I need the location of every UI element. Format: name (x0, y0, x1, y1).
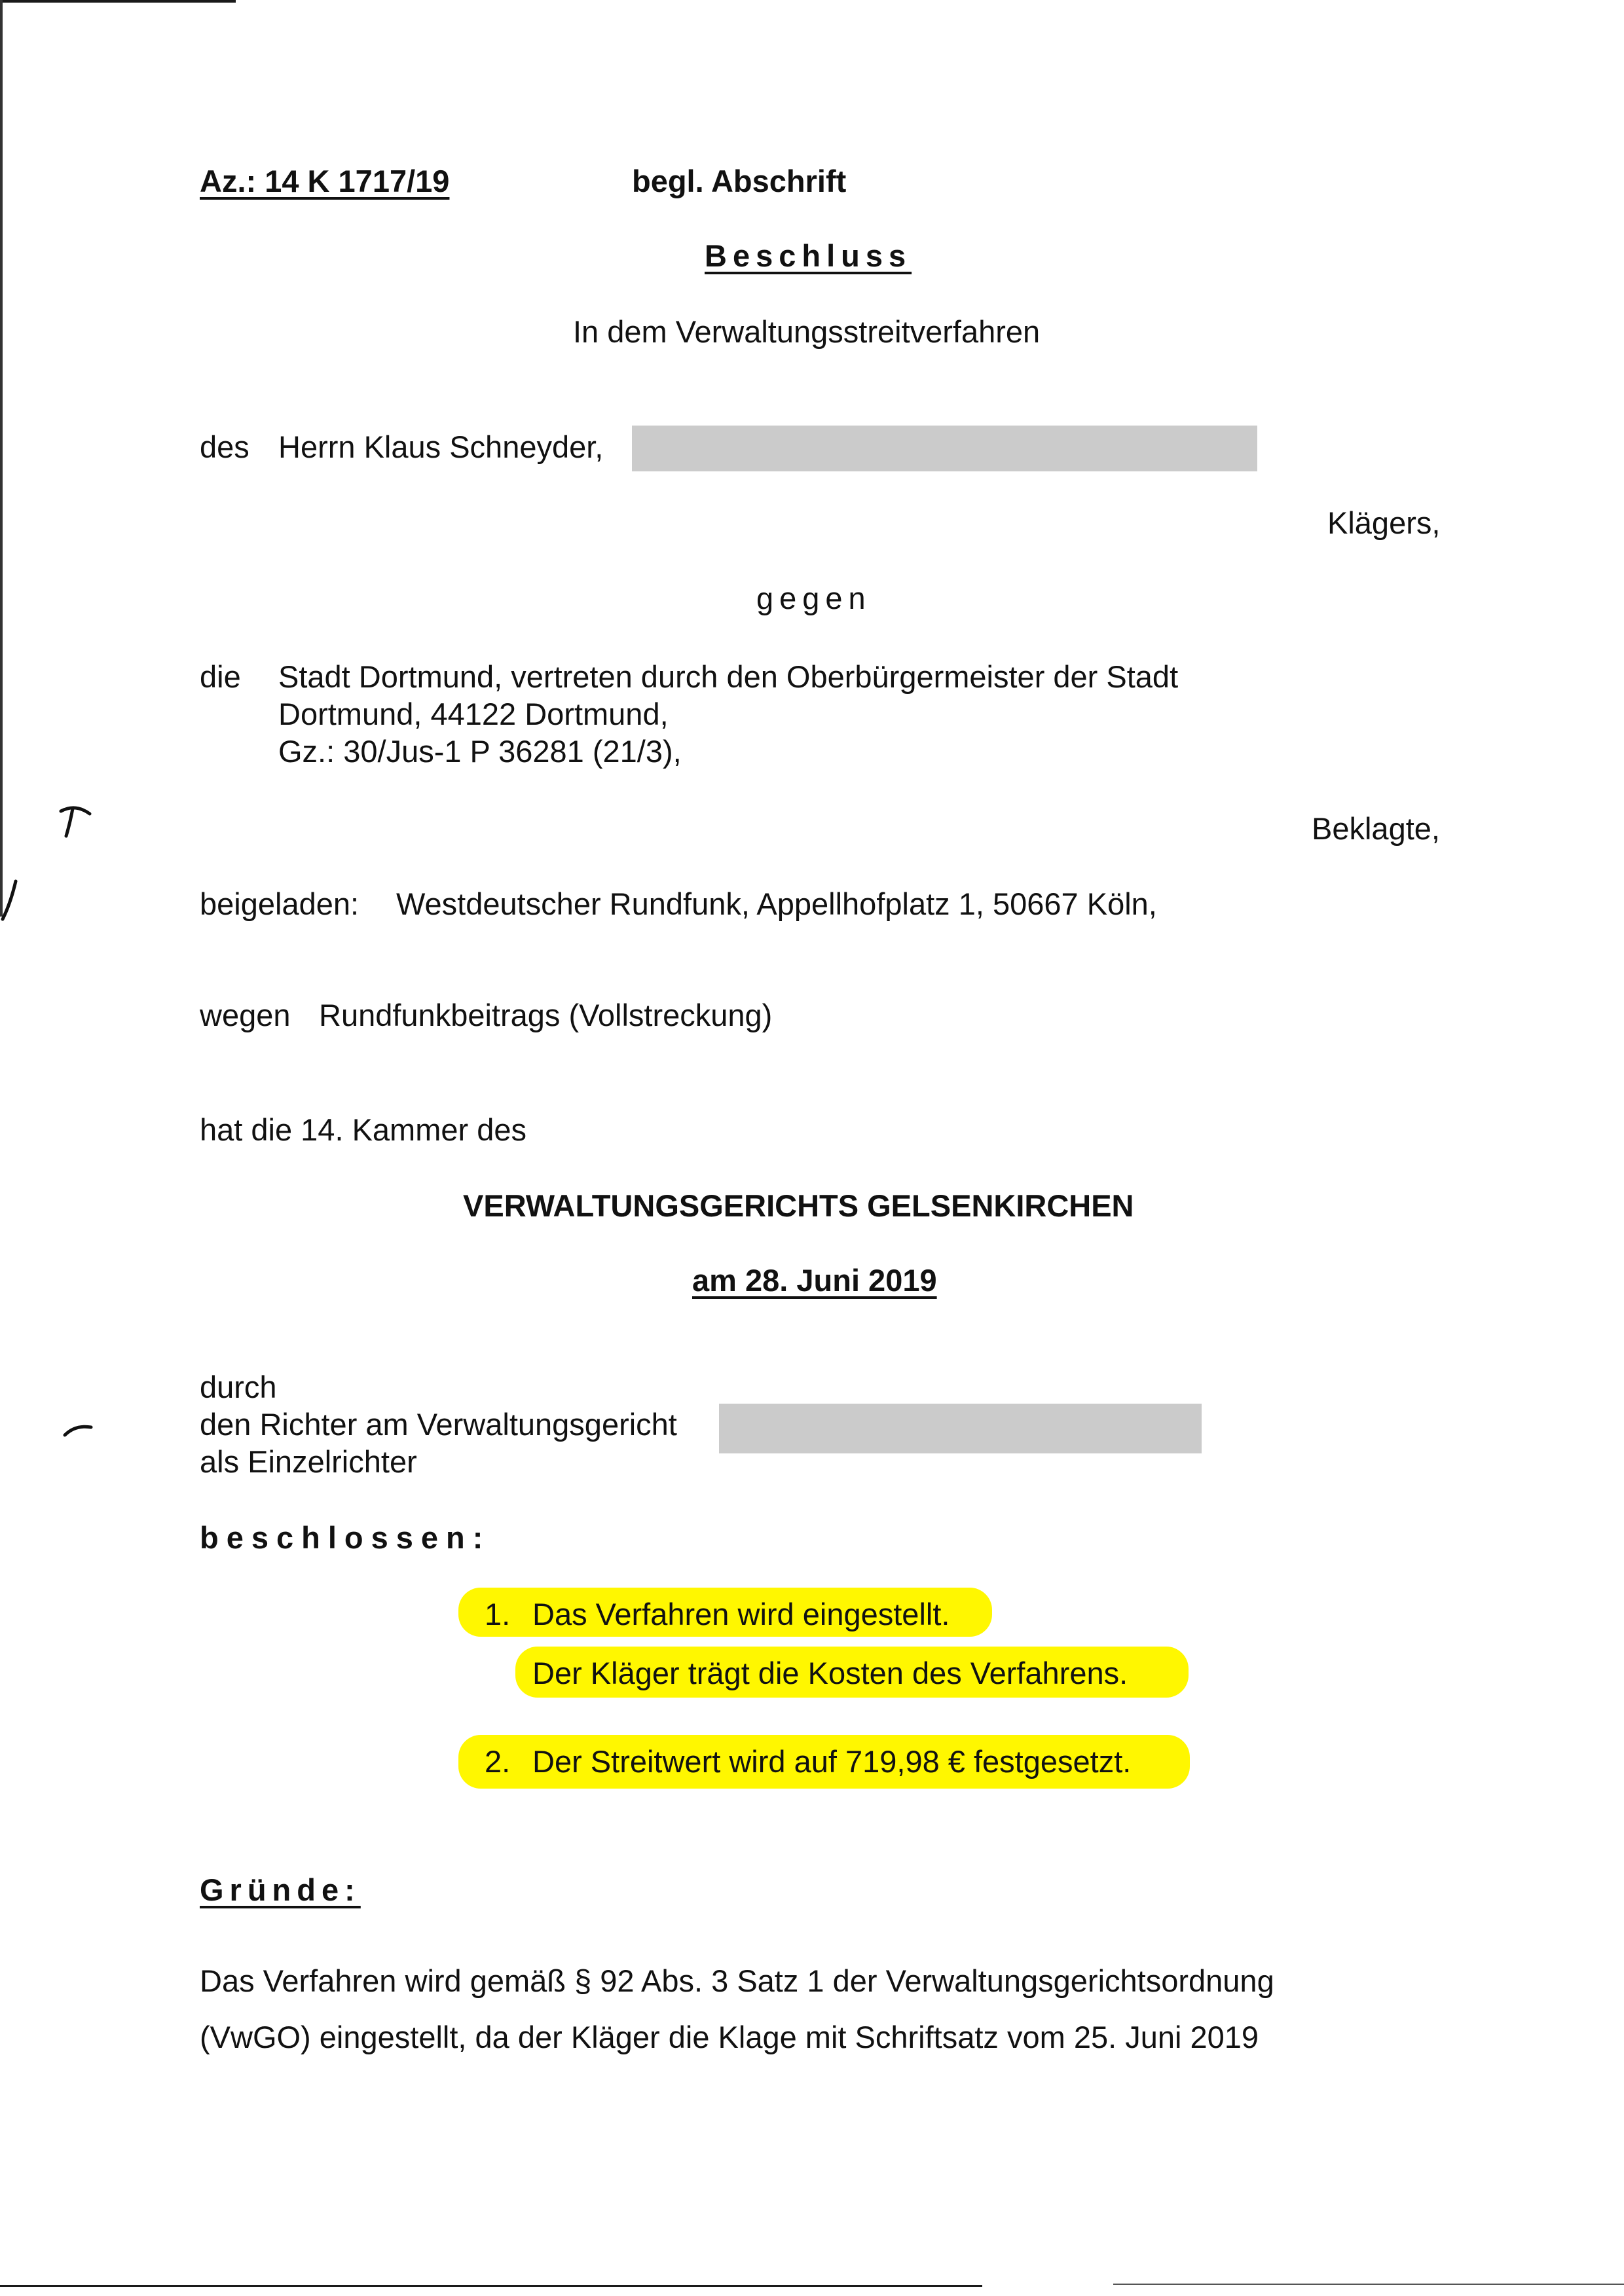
reasons-line-1: Das Verfahren wird gemäß § 92 Abs. 3 Satz 1 der Verwaltungsgerichtsordnung (200, 1963, 1274, 1998)
judge-line-3: als Einzelrichter (200, 1444, 417, 1479)
scan-edge-left (0, 0, 3, 917)
margin-mark-1 (56, 802, 95, 841)
scan-edge-bottom-right (1113, 2284, 1624, 2285)
chamber-line: hat die 14. Kammer des (200, 1112, 526, 1147)
intro-line: In dem Verwaltungsstreitverfahren (573, 314, 1041, 349)
scan-edge-top (0, 0, 236, 3)
defendant-line-1: Stadt Dortmund, vertreten durch den Oberbürgermeister der Stadt (278, 659, 1179, 694)
plaintiff-prefix: des (200, 429, 249, 464)
summoned-label: beigeladen: (200, 886, 360, 921)
document-title: Beschluss (705, 238, 912, 273)
judge-line-2: den Richter am Verwaltungsgericht (200, 1407, 677, 1442)
margin-mark-3 (62, 1421, 95, 1440)
decided-label: beschlossen: (200, 1520, 491, 1555)
plaintiff-name: Herrn Klaus Schneyder, (278, 429, 604, 464)
case-number: Az.: 14 K 1717/19 (200, 164, 450, 198)
redaction-judge-name (719, 1404, 1202, 1453)
redaction-plaintiff-address (632, 426, 1257, 471)
reasons-line-2: (VwGO) eingestellt, da der Kläger die Klage mit Schriftsatz vom 25. Juni 2019 (200, 2020, 1259, 2054)
defendant-prefix: die (200, 659, 241, 694)
plaintiff-role: Klägers, (1327, 505, 1441, 540)
ruling-1-text: Das Verfahren wird eingestellt. (532, 1597, 950, 1631)
ruling-1-number: 1. (485, 1597, 511, 1631)
ruling-2-text: Der Streitwert wird auf 719,98 € festgesetzt. (532, 1744, 1132, 1779)
decision-date: am 28. Juni 2019 (692, 1263, 937, 1298)
defendant-line-3: Gz.: 30/Jus-1 P 36281 (21/3), (278, 734, 682, 769)
subject-text: Rundfunkbeitrags (Vollstreckung) (319, 998, 773, 1032)
defendant-line-2: Dortmund, 44122 Dortmund, (278, 697, 669, 731)
subject-label: wegen (200, 998, 291, 1032)
judge-line-1: durch (200, 1370, 277, 1404)
copy-note: begl. Abschrift (632, 164, 847, 198)
margin-mark-2 (0, 877, 20, 923)
scan-edge-bottom (0, 2285, 982, 2287)
defendant-role: Beklagte, (1312, 811, 1440, 846)
court-name: VERWALTUNGSGERICHTS GELSENKIRCHEN (463, 1188, 1134, 1223)
reasons-heading: Gründe: (200, 1872, 361, 1907)
versus-label: gegen (756, 581, 872, 615)
ruling-2-number: 2. (485, 1744, 511, 1779)
ruling-1-text-2: Der Kläger trägt die Kosten des Verfahrens. (532, 1656, 1128, 1690)
summoned-text: Westdeutscher Rundfunk, Appellhofplatz 1, 50667 Köln, (396, 886, 1157, 921)
